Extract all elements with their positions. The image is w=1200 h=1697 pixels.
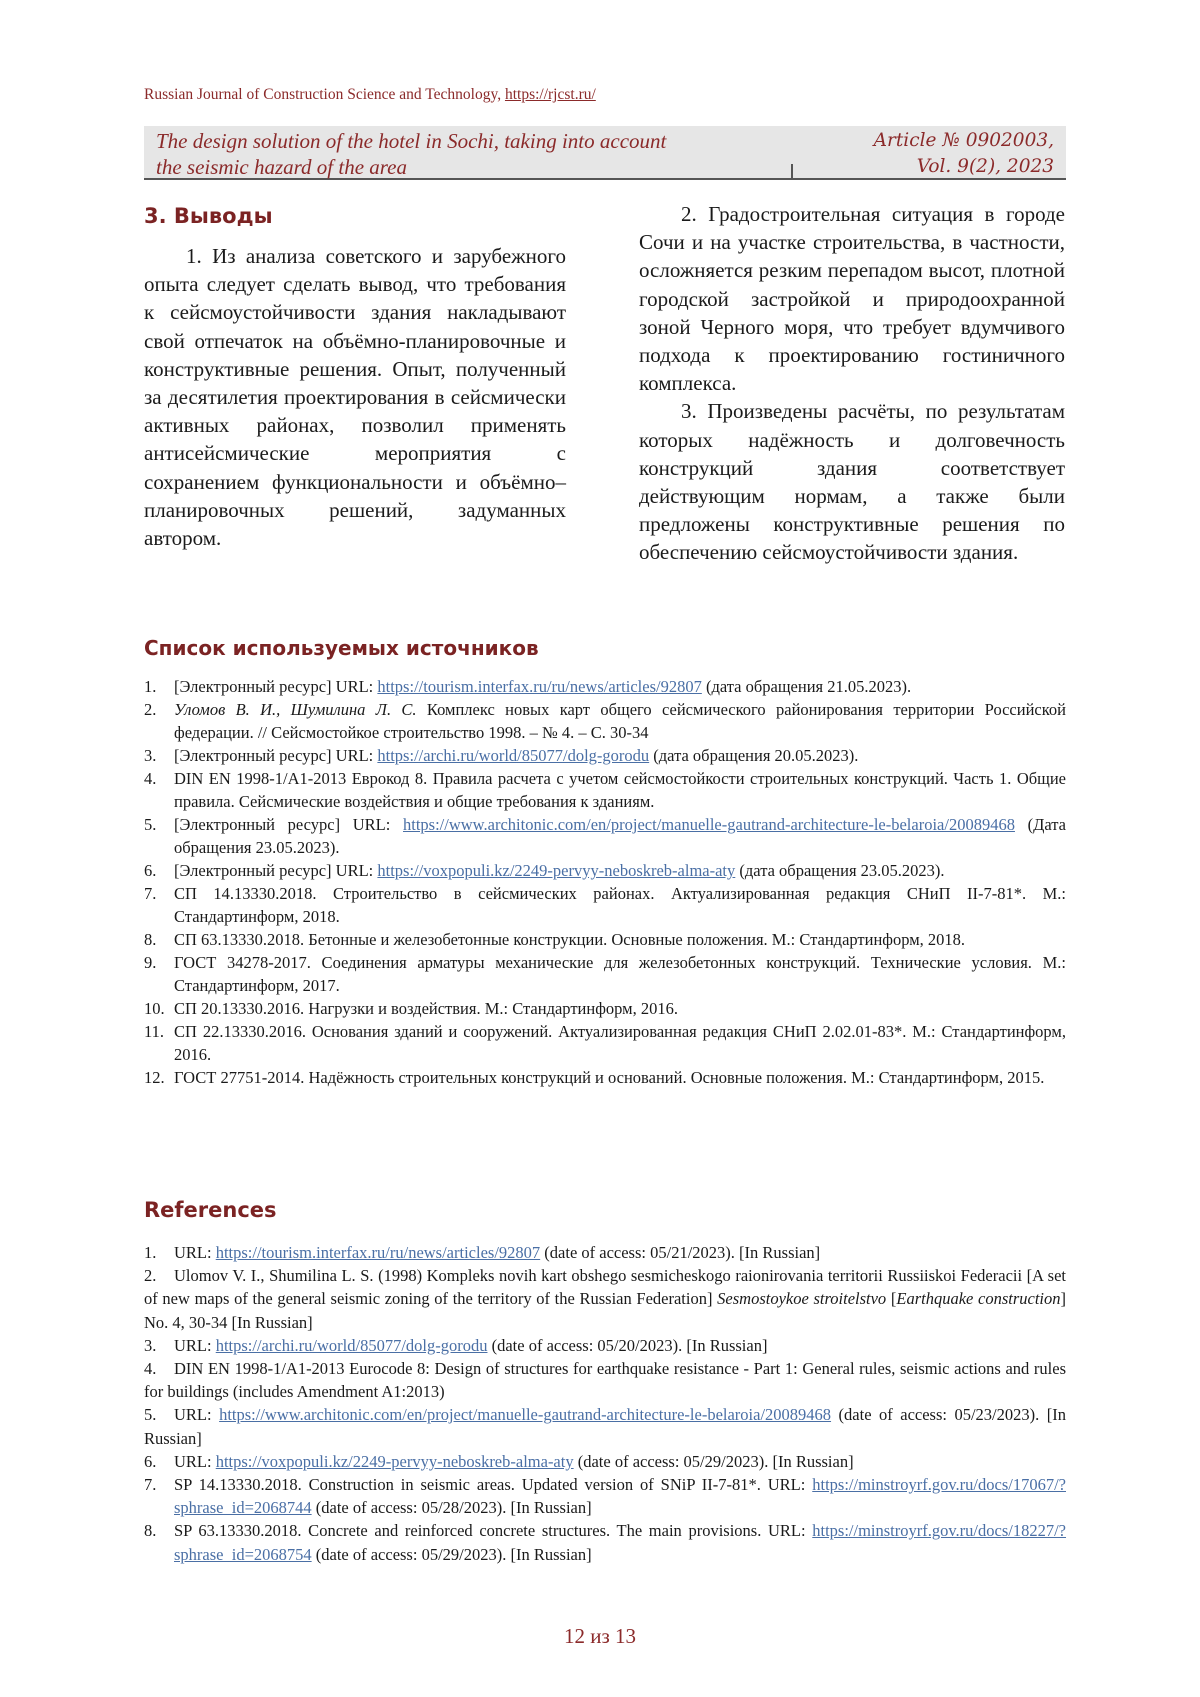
reference-item-2 (144, 1264, 1066, 1334)
source-text: (дата обращения 23.05.2023). (735, 861, 945, 880)
header-divider (791, 164, 793, 180)
conclusions-right-column (639, 200, 1065, 567)
source-text: (Дата обращения 23.05.2023). (174, 815, 1066, 857)
source-item-6 (144, 859, 1066, 882)
sources-list (144, 675, 1066, 1089)
conclusions-left-column (144, 242, 566, 552)
article-title (156, 128, 776, 180)
source-number: 1. (144, 677, 157, 696)
source-item-1 (144, 675, 1066, 698)
source-item-9 (144, 951, 1066, 997)
reference-link[interactable]: https://tourism.interfax.ru/ru/news/articles/92807 (215, 1243, 541, 1262)
source-number: 8. (144, 930, 157, 949)
journal-line (144, 86, 596, 104)
references-heading: References (144, 1198, 277, 1222)
source-number: 3. (144, 746, 157, 765)
source-text: СП 14.13330.2018. Строительство в сейсмических районах. Актуализированная редакция СНиП II-7-81*. М.: Стандартинформ, 2018. (174, 884, 1066, 926)
reference-text: SP 14.13330.2018. Construction in seismic areas. Updated version of SNiP II-7-81*. URL: (174, 1475, 813, 1495)
reference-text: Ulomov V. I., Shumilina L. S. (1998) Kompleks novih kart obshego sesmicheskogo raionirovania territorii Russiiskoi Federacii [A set of new maps of the general seismic zoning of the territory of the Russian Federation] (144, 1266, 1066, 1309)
source-text: DIN EN 1998-1/A1-2013 Еврокод 8. Правила расчета с учетом сейсмостойкости строительных конструкций. Часть 1. Общие правила. Сейсмические воздействия и общие требования к зданиям. (174, 769, 1066, 811)
source-item-10 (144, 997, 1066, 1020)
source-text: Комплекс новых карт общего сейсмического районирования территории Российской федерации. // Сейсмостойкое строительство 1998. – № 4. – С. 30-34 (174, 700, 1066, 742)
reference-number: 2. (144, 1266, 157, 1286)
reference-number: 5. (144, 1405, 157, 1425)
source-number: 4. (144, 769, 157, 788)
source-link[interactable]: https://www.architonic.com/en/project/manuelle-gautrand-architecture-le-belaroia/20089468 (403, 815, 1015, 834)
source-number: 12. (144, 1068, 165, 1087)
source-item-5 (144, 813, 1066, 859)
source-item-12 (144, 1066, 1066, 1089)
journal-name: Russian Journal of Construction Science and Technology, (144, 86, 502, 103)
source-text: ГОСТ 34278-2017. Соединения арматуры механические для железобетонных конструкций. Технические условия. М.: Стандартинформ, 2017. (174, 953, 1066, 995)
reference-suffix: ] No. 4, 30-34 [In Russian] (144, 1289, 1067, 1332)
source-number: 10. (144, 999, 165, 1018)
source-text: СП 20.13330.2016. Нагрузки и воздействия. М.: Стандартинформ, 2016. (174, 999, 678, 1018)
source-prefix: [Электронный ресурс] URL: (174, 677, 378, 696)
conclusions-heading: 3. Выводы (144, 204, 273, 228)
source-prefix: [Электронный ресурс] URL: (174, 815, 403, 834)
reference-number: 3. (144, 1335, 157, 1355)
reference-prefix: URL: (174, 1243, 216, 1262)
source-number: 6. (144, 861, 157, 880)
reference-prefix: URL: (174, 1451, 216, 1471)
source-item-4 (144, 767, 1066, 813)
source-text: ГОСТ 27751-2014. Надёжность строительных конструкций и оснований. Основные положения. М.: Стандартинформ, 2015. (174, 1068, 1045, 1087)
reference-bracket: [ (886, 1289, 897, 1309)
conclusion-paragraph-1: 1. Из анализа советского и зарубежного опыта следует сделать вывод, что требования к сейсмоустойчивости здания накладывают свой отпечаток на объёмно-планировочные и конструктивные решения. Опыт, полученный за десятилетия проектирования в сейсмически активных районах, позволил применять антисейсмические мероприятия с сохранением функциональности и объёмно–планировочных решений, задуманных автором. (144, 244, 566, 551)
conclusion-paragraph-3: 3. Произведены расчёты, по результатам которых надёжность и долговечность конструкций здания соответствует действующим нормам, а также были предложены конструктивные решения по обеспечению сейсмоустойчивости здания. (639, 399, 1065, 565)
reference-suffix: (date of access: 05/29/2023). [In Russian] (573, 1451, 854, 1471)
source-authors: Уломов В. И., Шумилина Л. С. (174, 700, 417, 719)
source-number: 5. (144, 815, 157, 834)
reference-journal: Sesmostoykoe stroitelstvo (717, 1289, 887, 1309)
reference-link[interactable]: https://archi.ru/world/85077/dolg-gorodu (215, 1335, 488, 1355)
source-number: 11. (144, 1022, 165, 1041)
article-title-line-1: The design solution of the hotel in Sochi, taking into account (156, 129, 667, 153)
reference-item-3 (144, 1334, 1066, 1357)
reference-item-1 (144, 1241, 1066, 1264)
source-text: СП 63.13330.2018. Бетонные и железобетонные конструкции. Основные положения. М.: Стандартинформ, 2018. (174, 930, 966, 949)
article-title-line-2: the seismic hazard of the area (156, 155, 407, 179)
reference-link[interactable]: https://minstroyrf.gov.ru/docs/17067/?sphrase_id=2068744 (174, 1475, 1066, 1518)
reference-prefix: URL: (174, 1405, 220, 1425)
reference-suffix: (date of access: 05/28/2023). [In Russian] (311, 1498, 592, 1518)
source-prefix: [Электронный ресурс] URL: (174, 746, 378, 765)
reference-item-4 (144, 1357, 1066, 1403)
article-number-line-1: Article № 0902003, (873, 130, 1054, 151)
source-item-11 (144, 1020, 1066, 1066)
reference-link[interactable]: https://minstroyrf.gov.ru/docs/18227/?sphrase_id=2068754 (174, 1521, 1066, 1564)
reference-item-6 (144, 1450, 1066, 1473)
source-number: 7. (144, 884, 157, 903)
reference-item-7 (144, 1473, 1066, 1519)
source-text: СП 22.13330.2016. Основания зданий и сооружений. Актуализированная редакция СНиП 2.02.01-83*. М.: Стандартинформ, 2016. (174, 1022, 1066, 1064)
article-volume-line: Vol. 9(2), 2023 (916, 156, 1054, 177)
source-item-3 (144, 744, 1066, 767)
reference-number: 1. (144, 1243, 157, 1262)
reference-item-8 (144, 1519, 1066, 1565)
reference-suffix: (date of access: 05/29/2023). [In Russian] (311, 1544, 592, 1564)
reference-link[interactable]: https://voxpopuli.kz/2249-pervyy-neboskreb-alma-aty (215, 1451, 574, 1471)
source-text: (дата обращения 21.05.2023). (701, 677, 912, 696)
reference-suffix: (date of access: 05/23/2023). [In Russian] (144, 1405, 1067, 1448)
reference-text: DIN EN 1998-1/A1-2013 Eurocode 8: Design of structures for earthquake resistance - Part 1: General rules, seismic actions and rules for buildings (includes Amendment A1:2013) (144, 1359, 1066, 1402)
reference-suffix: (date of access: 05/21/2023). [In Russian] (540, 1243, 821, 1262)
reference-number: 4. (144, 1359, 157, 1379)
sources-heading: Список используемых источников (144, 636, 539, 660)
source-prefix: [Электронный ресурс] URL: (174, 861, 378, 880)
source-item-2 (144, 698, 1066, 744)
source-link[interactable]: https://archi.ru/world/85077/dolg-gorodu (377, 746, 650, 765)
reference-journal-translation: Earthquake construction (896, 1289, 1061, 1309)
article-number (794, 128, 1054, 180)
reference-item-5 (144, 1403, 1066, 1449)
reference-link[interactable]: https://www.architonic.com/en/project/manuelle-gautrand-architecture-le-belaroia/20089468 (219, 1405, 832, 1425)
references-list (144, 1241, 1066, 1566)
reference-text: SP 63.13330.2018. Concrete and reinforced concrete structures. The main provisions. URL: (174, 1521, 813, 1541)
reference-number: 7. (144, 1475, 157, 1495)
source-number: 2. (144, 700, 157, 719)
source-item-7 (144, 882, 1066, 928)
reference-number: 6. (144, 1451, 157, 1471)
reference-number: 8. (144, 1521, 157, 1541)
article-header (144, 126, 1066, 180)
source-link[interactable]: https://tourism.interfax.ru/ru/news/articles/92807 (377, 677, 702, 696)
source-link[interactable]: https://voxpopuli.kz/2249-pervyy-neboskreb-alma-aty (377, 861, 736, 880)
reference-suffix: (date of access: 05/20/2023). [In Russian] (487, 1335, 768, 1355)
journal-url-link[interactable]: https://rjcst.ru/ (504, 86, 596, 103)
page-number: 12 из 13 (563, 1624, 637, 1648)
source-number: 9. (144, 953, 157, 972)
source-item-8 (144, 928, 1066, 951)
source-text: (дата обращения 20.05.2023). (649, 746, 859, 765)
conclusion-paragraph-2: 2. Градостроительная ситуация в городе Сочи и на участке строительства, в частности, осложняется резким перепадом высот, плотной городской застройкой и природоохранной зоной Черного моря, что требует вдумчивого подхода к проектированию гостиничного комплекса. (639, 202, 1065, 396)
reference-prefix: URL: (174, 1335, 216, 1355)
